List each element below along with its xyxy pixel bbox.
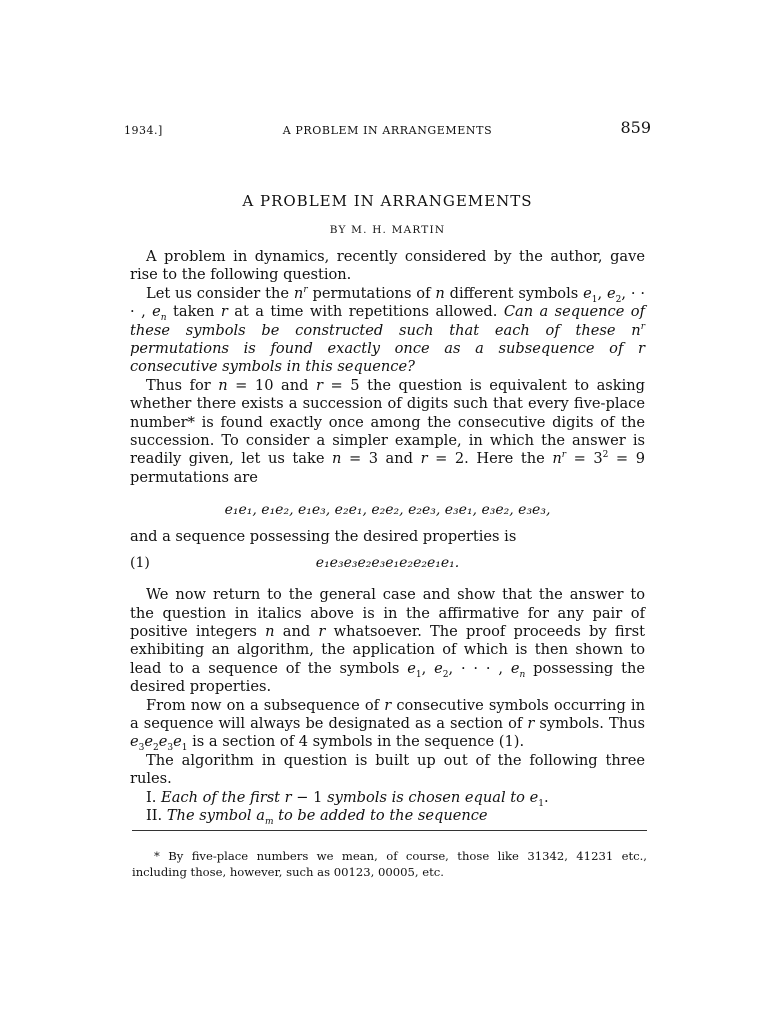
- article-title: A PROBLEM IN ARRANGEMENTS: [242, 192, 533, 210]
- running-head-title: A PROBLEM IN ARRANGEMENTS: [282, 124, 493, 137]
- running-head: [124, 118, 651, 140]
- permutation-list: e₁e₁, e₁e₂, e₁e₃, e₂e₁, e₂e₂, e₂e₃, e₃e₁, e₃e₂, e₃e₃,: [224, 502, 551, 519]
- running-head-year: 1934.]: [124, 124, 163, 137]
- footnote: [132, 848, 647, 880]
- equation-body: e₁e₃e₃e₂e₃e₁e₂e₂e₁e₁.: [315, 555, 460, 572]
- paragraph: Let us consider the $n^r$ permutations of n different symbols $e_1$, $e_2$, · · · , $e_n$ taken r at a time with repetitions allowed. Can a sequence of these symbols be constructed such that each of these $n^r$ permutations is found exactly once as a subsequence of r consecutive symbols in this sequence?: [130, 284, 645, 376]
- footnote-divider: [132, 830, 647, 831]
- rule-item: II. The symbol $a_m$ to be added to the sequence: [146, 806, 488, 827]
- paragraph: and a sequence possessing the desired properties is: [130, 527, 517, 545]
- paragraph: From now on a subsequence of r consecutive symbols occurring in a sequence will always be designated as a section of r symbols. Thus $e_3e_2e_3e_1$ is a section of 4 symbols in the sequence (1).: [130, 696, 645, 754]
- paragraph: The algorithm in question is built up out of the following three rules.: [130, 751, 645, 788]
- paragraph: Thus for n = 10 and r = 5 the question is equivalent to asking whether there exists a succession of digits such that every five-place number* is found exactly once among the consecutive digits of the succession. To consider a simpler example, in which the answer is readily given, let us take n = 3 and r = 2. Here the $n^r = 3^2 = 9$ permutations are: [130, 376, 646, 486]
- paragraph: We now return to the general case and show that the answer to the question in italics above is in the affirmative for any pair of positive integers n and r whatsoever. The proof proceeds by first exhibiting an algorithm, the application of which is then shown to lead to a sequence of the symbols $e_1$, $e_2$, · · · , $e_n$ possessing the desired properties.: [130, 586, 646, 696]
- rule-item: I. Each of the first r − 1 symbols is chosen equal to $e_1$.: [146, 788, 549, 809]
- equation-1: [130, 554, 645, 574]
- author-byline: BY M. H. MARTIN: [329, 224, 446, 236]
- page-number: 859: [620, 118, 651, 137]
- footnote-text: * By five-place numbers we mean, of course, those like 31342, 41231 etc., including those, however, such as 00123, 00005, etc.: [132, 849, 647, 879]
- paragraph: A problem in dynamics, recently considered by the author, gave rise to the following question.: [130, 248, 645, 284]
- article-body: [130, 248, 645, 825]
- equation-number: (1): [130, 555, 150, 572]
